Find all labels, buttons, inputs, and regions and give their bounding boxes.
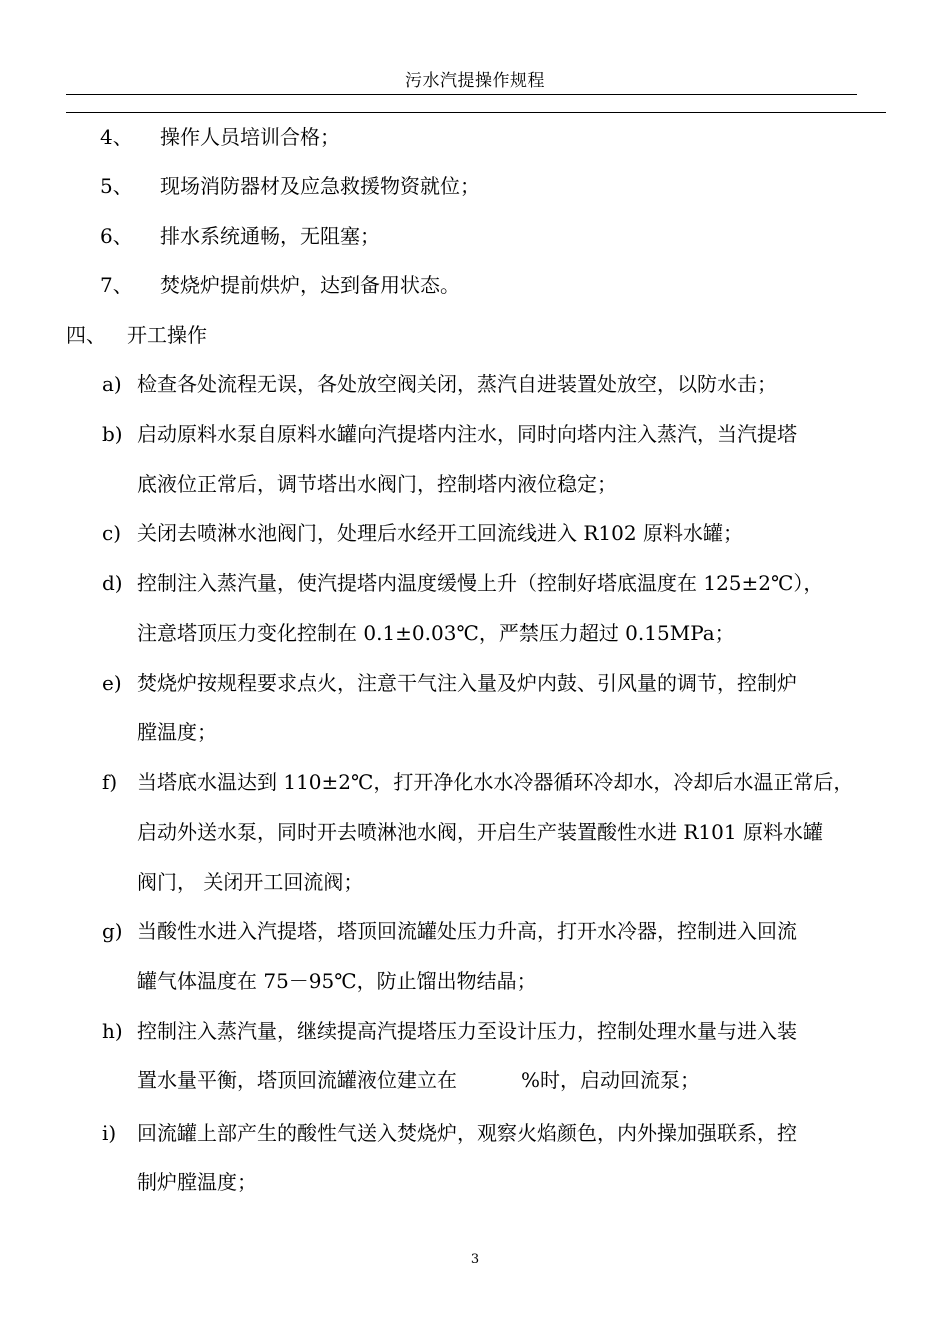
step-text: 注意塔顶压力变化控制在 0.1±0.03℃，严禁压力超过 0.15MPa； — [137, 621, 735, 645]
item-number: 5、 — [100, 174, 133, 198]
step-label: a) — [102, 372, 122, 396]
item-text: 现场消防器材及应急救援物资就位； — [160, 174, 480, 198]
page-header-title: 污水汽提操作规程 — [405, 71, 545, 91]
section-title: 开工操作 — [127, 323, 207, 347]
step-text: 回流罐上部产生的酸性气送入焚烧炉，观察火焰颜色，内外操加强联系，控 — [137, 1121, 797, 1145]
step-text-part: %时，启动回流泵； — [521, 1068, 701, 1092]
step-text: 控制注入蒸汽量，使汽提塔内温度缓慢上升（控制好塔底温度在 125±2℃）， — [137, 571, 824, 595]
step-label: i) — [102, 1121, 117, 1145]
section-number: 四、 — [66, 323, 106, 347]
item-number: 6、 — [100, 224, 133, 248]
step-text: 检查各处流程无误，各处放空阀关闭，蒸汽自进装置处放空，以防水击； — [137, 372, 777, 396]
step-text: 当塔底水温达到 110±2℃，打开净化水水冷器循环冷却水，冷却后水温正常后， — [137, 770, 854, 794]
step-text: 阀门， 关闭开工回流阀； — [137, 870, 364, 894]
step-label: f) — [102, 770, 118, 794]
item-text: 焚烧炉提前烘炉，达到备用状态。 — [160, 273, 460, 297]
step-text: 罐气体温度在 75－95℃，防止馏出物结晶； — [137, 969, 537, 993]
step-text: 当酸性水进入汽提塔，塔顶回流罐处压力升高，打开水冷器，控制进入回流 — [137, 919, 797, 943]
step-label: g) — [102, 919, 123, 943]
step-label: b) — [102, 422, 123, 446]
step-text: 焚烧炉按规程要求点火，注意干气注入量及炉内鼓、引风量的调节，控制炉 — [137, 671, 797, 695]
step-text-part: 置水量平衡，塔顶回流罐液位建立在 — [137, 1068, 457, 1092]
page-number: 3 — [470, 1252, 480, 1267]
step-label: h) — [102, 1019, 123, 1043]
step-label: c) — [102, 521, 122, 545]
step-text: 启动外送水泵，同时开去喷淋池水阀，开启生产装置酸性水进 R101 原料水罐 — [137, 820, 823, 844]
step-text: 膛温度； — [137, 720, 217, 744]
step-text: 底液位正常后，调节塔出水阀门，控制塔内液位稳定； — [137, 472, 617, 496]
item-text: 排水系统通畅，无阻塞； — [160, 224, 380, 248]
step-label: d) — [102, 571, 123, 595]
step-text: 启动原料水泵自原料水罐向汽提塔内注水，同时向塔内注入蒸汽，当汽提塔 — [137, 422, 797, 446]
item-number: 7、 — [100, 273, 133, 297]
step-text: 控制注入蒸汽量，继续提高汽提塔压力至设计压力，控制处理水量与进入装 — [137, 1019, 797, 1043]
header-rule — [66, 112, 886, 113]
item-number: 4、 — [100, 125, 133, 149]
item-text: 操作人员培训合格； — [160, 125, 340, 149]
step-text: 关闭去喷淋水池阀门，处理后水经开工回流线进入 R102 原料水罐； — [137, 521, 743, 545]
step-text — [137, 1068, 700, 1092]
header-rule — [66, 94, 857, 95]
step-text: 制炉膛温度； — [137, 1170, 257, 1194]
step-label: e) — [102, 671, 122, 695]
